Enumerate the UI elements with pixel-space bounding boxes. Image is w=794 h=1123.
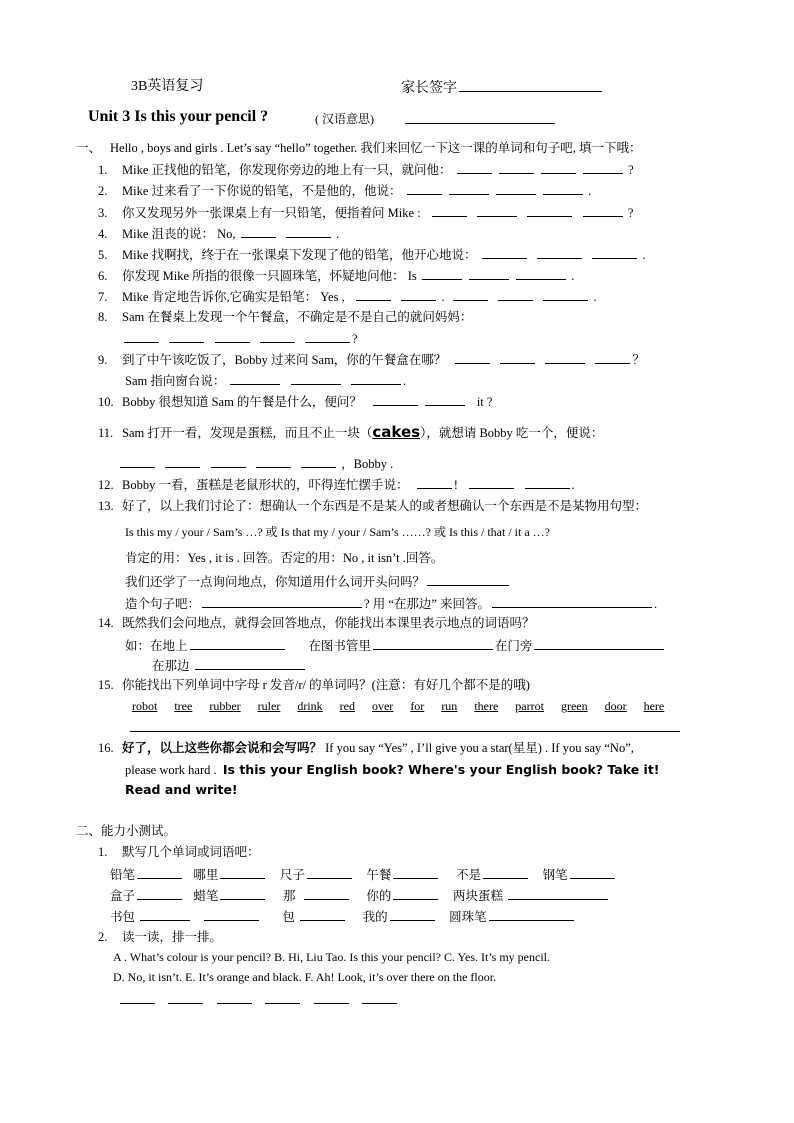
question-15-words (132, 698, 681, 714)
word-robot[interactable]: robot (132, 699, 158, 713)
order-blanks (118, 991, 399, 1008)
word-red[interactable]: red (339, 699, 355, 713)
course-title: 3B英语复习 (131, 79, 204, 94)
question-5: 5. Mike 找啊找，终于在一张课桌下发现了他的铅笔，他开心地说： . (98, 248, 646, 262)
question-13-where: 我们还学了一点询问地点，你知道用什么词开头问吗？ (125, 573, 511, 590)
question-2: 2. Mike 过来看了一下你说的铅笔，不是他的，他说： . (98, 184, 592, 198)
answer-line-15[interactable] (130, 731, 680, 732)
question-8-blanks: ? (122, 330, 358, 347)
question-10: 10. Bobby 很想知道 Sam 的午餐是什么，便问？ it ? (98, 395, 493, 409)
word-parrot[interactable]: parrot (515, 699, 544, 713)
section2-heading: 二、能力小测试。 (76, 824, 177, 838)
cakes-word: cakes (372, 423, 421, 441)
section2-q1: 1. 默写几个单词或词语吧： (98, 845, 260, 859)
question-11: 11. Sam 打开一看，发现是蛋糕，而且不止一块（cakes），就想请 Bobby 吃一个，便说： (98, 423, 604, 441)
question-13-positive: 肯定的用：Yes , it is . 回答。否定的用：No , it isn’t .回答。 (125, 551, 444, 565)
vocab-row-1: 铅笔 哪里 尺子 午餐 不是 钢笔 (110, 866, 617, 883)
question-11-blanks: ，Bobby . (118, 455, 393, 472)
question-6: 6. 你发现 Mike 所指的很像一只圆珠笔，怀疑地问他： Is . (98, 269, 575, 283)
section2-q2: 2. 读一读，排一排。 (98, 930, 223, 944)
question-12: 12. Bobby 一看，蛋糕是老鼠形状的，吓得连忙摆手说： ! . (98, 478, 575, 492)
unit-title: Unit 3 Is this your pencil ? (88, 108, 269, 125)
meaning-blank-row (403, 111, 557, 128)
section1-number: 一、 (76, 141, 102, 155)
word-run[interactable]: run (441, 699, 458, 713)
word-there[interactable]: there (474, 699, 499, 713)
word-drink[interactable]: drink (297, 699, 323, 713)
parent-signature (401, 79, 604, 97)
signature-blank[interactable] (459, 79, 602, 92)
vocab-row-3: 书包 包 我的 圆珠笔 (110, 908, 576, 925)
question-15: 15. 你能找出下列单词中字母 r 发音/r/ 的单词吗？(注意：有好几个都不是的哦) (98, 678, 530, 692)
comic-sentence: Is this your English book? Where's your English book? Take it! (222, 762, 660, 777)
sentences-row-2: D. No, it isn’t. E. It’s orange and black. F. Ah! Look, it’s over there on the floor. (113, 970, 497, 984)
question-13-patterns: Is this my / your / Sam’s …? 或 Is that my / your / Sam’s ……? 或 Is this / that / it a …? (125, 525, 550, 539)
word-tree[interactable]: tree (174, 699, 193, 713)
sentences-row-1: A . What’s colour is your pencil? B. Hi, Liu Tao. Is this your pencil? C. Yes. It’s my pencil. (113, 950, 551, 964)
word-rubber[interactable]: rubber (209, 699, 241, 713)
question-13: 13. 好了，以上我们讨论了：想确认一个东西是不是某人的或者想确认一个东西是不是某物用句型： (98, 499, 648, 513)
word-green[interactable]: green (560, 699, 588, 713)
word-over[interactable]: over (371, 699, 394, 713)
question-14-examples: 如：在地上 在图书管里 在门旁 (125, 637, 666, 654)
question-13-make: 造个句子吧： ? 用 “在那边” 来回答。 . (125, 597, 658, 611)
meaning-blank[interactable] (405, 111, 555, 124)
question-4: 4. Mike 沮丧的说： No, . (98, 227, 340, 241)
read-and-write: Read and write! (125, 782, 238, 797)
vocab-row-2: 盒子 蜡笔 那 你的 两块蛋糕 (110, 887, 610, 904)
word-for[interactable]: for (410, 699, 425, 713)
word-door[interactable]: door (604, 699, 627, 713)
question-7: 7. Mike 肯定地告诉你,它确实是铅笔： Yes , . . (98, 290, 597, 304)
signature-label: 家长签字 (401, 81, 457, 96)
question-9-answer: Sam 指向窗台说： . (125, 374, 407, 388)
question-14: 14. 既然我们会问地点，就得会回答地点，你能找出本课里表示地点的词语吗？ (98, 616, 535, 630)
question-8: 8. Sam 在餐桌上发现一个午餐盒，不确定是不是自己的就问妈妈： (98, 310, 473, 324)
question-16-line2: please work hard . Is this your English book? Where's your English book? Take it! (125, 762, 660, 777)
word-here[interactable]: here (643, 699, 665, 713)
meaning-label: ( 汉语意思) (315, 112, 374, 126)
section1-intro: Hello , boys and girls . Let’s say “hello” together. 我们来回忆一下这一课的单词和句子吧, 填一下哦： (110, 141, 642, 155)
question-9: 9. 到了中午该吃饭了，Bobby 过来问 Sam，你的午餐盒在哪？ ？ (98, 353, 645, 367)
question-14-there: 在那边 (152, 657, 307, 674)
question-3: 3. 你又发现另外一张课桌上有一只铅笔，便指着问 Mike : ? (98, 206, 634, 220)
question-1: 1. Mike 正找他的铅笔，你发现你旁边的地上有一只，就问他： ? (98, 163, 634, 177)
word-ruler[interactable]: ruler (257, 699, 281, 713)
question-16: 16. 好了，以上这些你都会说和会写吗？ If you say “Yes” , I’ll give you a star(星星) . If you say “No”, (98, 741, 634, 755)
